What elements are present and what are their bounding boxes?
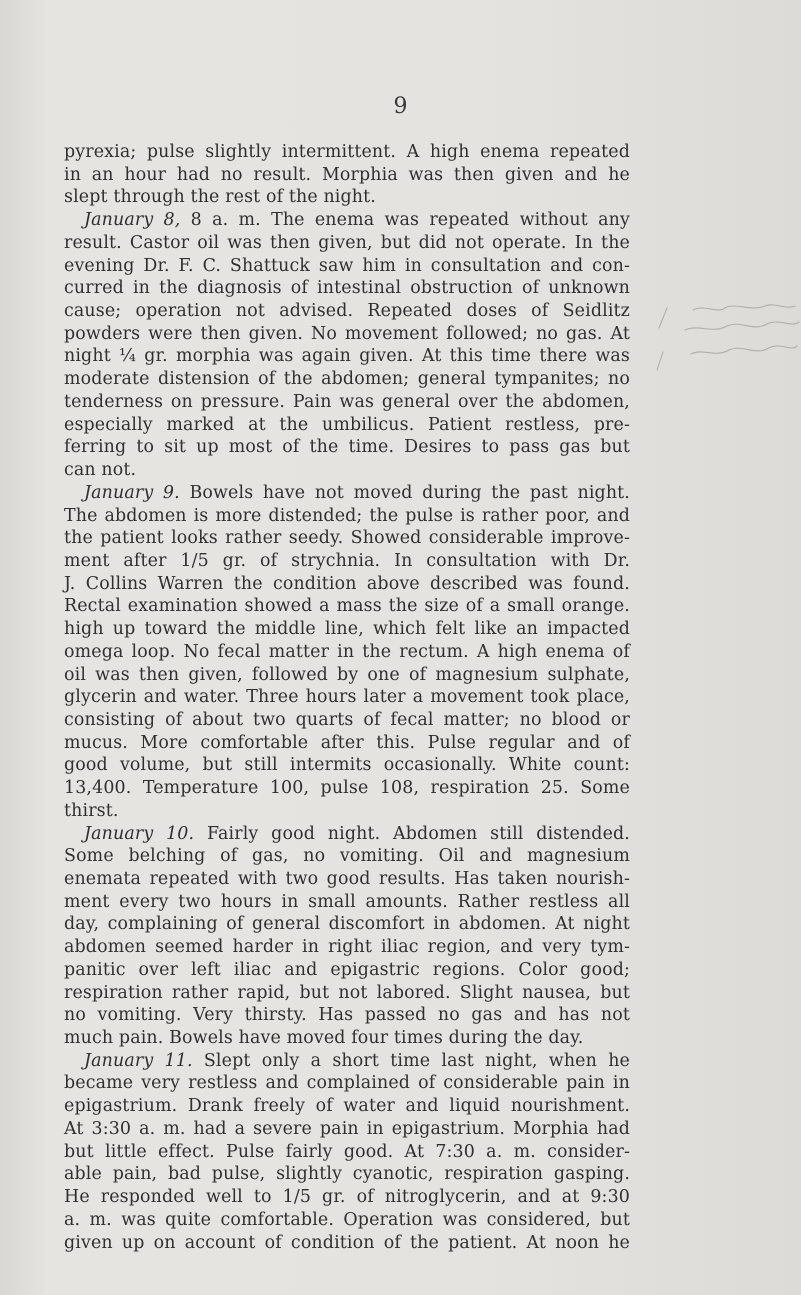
text-line: [64, 391, 630, 414]
line-text: ment every two hours in small amounts. Rather restless all: [64, 891, 630, 912]
line-text: in an hour had no result. Morphia was then given and he: [64, 164, 630, 185]
bleed-through-marks: [655, 300, 801, 380]
text-line: [64, 595, 630, 618]
text-line: [64, 1186, 630, 1209]
text-line: [64, 209, 630, 232]
text-line: [64, 868, 630, 891]
text-line: [64, 1095, 630, 1118]
line-text: but little effect. Pulse fairly good. At 7:30 a. m. consider-: [64, 1141, 630, 1162]
line-text: able pain, bad pulse, slightly cyanotic, respiration gasping.: [64, 1164, 630, 1185]
text-line: [64, 164, 630, 187]
text-line: [64, 1163, 630, 1186]
line-text: curred in the diagnosis of intestinal obstruction of unknown: [64, 278, 630, 299]
text-line: [64, 436, 630, 459]
text-line: [64, 664, 630, 687]
line-text: tenderness on pressure. Pain was general over the abdomen,: [64, 391, 630, 412]
text-line: [64, 618, 630, 641]
entry-date: January 8,: [84, 210, 181, 231]
text-line: [64, 186, 630, 209]
text-line: [64, 754, 630, 777]
text-line: [64, 482, 630, 505]
text-line: [64, 505, 630, 528]
line-text: became very restless and complained of considerable pain in: [64, 1073, 630, 1094]
text-line: [64, 709, 630, 732]
text-line: [64, 255, 630, 278]
line-text: omega loop. No fecal matter in the rectum. A high enema of: [64, 641, 630, 662]
line-text: much pain. Bowels have moved four times during the day.: [64, 1028, 584, 1049]
line-text: ment after 1/5 gr. of strychnia. In consultation with Dr.: [64, 550, 630, 571]
line-text: consisting of about two quarts of fecal matter; no blood or: [64, 709, 630, 730]
text-line: [64, 550, 630, 573]
line-text: Slept only a short time last night, when he: [192, 1050, 630, 1071]
line-text: especially marked at the umbilicus. Patient restless, pre-: [64, 414, 630, 435]
line-text: epigastrium. Drank freely of water and liquid nourishment.: [64, 1096, 630, 1117]
line-text: oil was then given, followed by one of magnesium sulphate,: [64, 664, 630, 685]
line-text: He responded well to 1/5 gr. of nitroglycerin, and at 9:30: [64, 1187, 630, 1208]
text-line: [64, 1072, 630, 1095]
line-text: ferring to sit up most of the time. Desires to pass gas but: [64, 437, 630, 458]
line-text: enemata repeated with two good results. Has taken nourish-: [64, 869, 630, 889]
line-text: Fairly good night. Abdomen still distended.: [194, 823, 630, 844]
text-line: [64, 800, 630, 823]
line-text: high up toward the middle line, which felt like an impacted: [64, 619, 630, 640]
text-line: [64, 823, 630, 846]
line-text: given up on account of condition of the patient. At noon he: [64, 1232, 630, 1253]
text-line: [64, 1004, 630, 1027]
line-text: respiration rather rapid, but not labored. Slight nausea, but: [64, 982, 630, 1003]
line-text: result. Castor oil was then given, but did not operate. In the: [64, 232, 630, 253]
line-text: The abdomen is more distended; the pulse is rather poor, and: [64, 505, 630, 526]
text-line: [64, 1141, 630, 1164]
text-line: [64, 414, 630, 437]
text-line: [64, 141, 630, 164]
page-number: 9: [393, 94, 408, 119]
line-text: no vomiting. Very thirsty. Has passed no gas and has not: [64, 1005, 630, 1026]
text-line: [64, 982, 630, 1005]
line-text: evening Dr. F. C. Shattuck saw him in consultation and con-: [64, 255, 630, 276]
line-text: powders were then given. No movement followed; no gas. At: [64, 323, 630, 344]
text-line: [64, 641, 630, 664]
line-text: J. Collins Warren the condition above described was found.: [64, 573, 630, 594]
text-line: [64, 959, 630, 982]
line-text: moderate distension of the abdomen; general tympanites; no: [64, 369, 630, 390]
line-text: Rectal examination showed a mass the size of a small orange.: [64, 596, 630, 617]
text-line: [64, 913, 630, 936]
line-text: Some belching of gas, no vomiting. Oil and magnesium: [64, 846, 630, 867]
line-text: the patient looks rather seedy. Showed considerable improve-: [64, 528, 630, 549]
line-text: pyrexia; pulse slightly intermittent. A high enema repeated: [64, 142, 630, 162]
text-line: [64, 232, 630, 255]
text-line: [64, 1209, 630, 1232]
entry-date: January 10.: [84, 823, 195, 844]
line-text: 13,400. Temperature 100, pulse 108, respiration 25. Some: [64, 778, 630, 799]
line-text: At 3:30 a. m. had a severe pain in epigastrium. Morphia had: [64, 1118, 630, 1139]
text-line: [64, 573, 630, 596]
line-text: night ¼ gr. morphia was again given. At this time there was: [64, 346, 630, 367]
body-text: [64, 141, 630, 1254]
line-text: a. m. was quite comfortable. Operation was considered, but: [64, 1209, 630, 1230]
text-line: [64, 777, 630, 800]
text-line: [64, 345, 630, 368]
text-line: [64, 300, 630, 323]
text-line: [64, 732, 630, 755]
line-text: day, complaining of general discomfort in abdomen. At night: [64, 914, 630, 935]
line-text: glycerin and water. Three hours later a movement took place,: [64, 687, 630, 708]
line-text: thirst.: [64, 800, 119, 821]
text-line: [64, 891, 630, 914]
text-line: [64, 1050, 630, 1073]
line-text: slept through the rest of the night.: [64, 187, 376, 208]
text-line: [64, 277, 630, 300]
entry-date: January 9.: [84, 482, 180, 503]
text-line: [64, 527, 630, 550]
line-text: good volume, but still intermits occasionally. White count:: [64, 755, 630, 776]
line-text: mucus. More comfortable after this. Pulse regular and of: [64, 732, 630, 753]
text-line: [64, 936, 630, 959]
text-line: [64, 845, 630, 868]
text-line: [64, 1118, 630, 1141]
text-line: [64, 368, 630, 391]
line-text: can not.: [64, 460, 137, 481]
line-text: Bowels have not moved during the past night.: [179, 482, 630, 503]
line-text: abdomen seemed harder in right iliac region, and very tym-: [64, 937, 630, 958]
entry-date: January 11.: [84, 1050, 193, 1071]
line-text: 8 a. m. The enema was repeated without any: [180, 210, 630, 231]
line-text: cause; operation not advised. Repeated doses of Seidlitz: [64, 301, 630, 322]
text-line: [64, 686, 630, 709]
text-line: [64, 323, 630, 346]
line-text: panitic over left iliac and epigastric regions. Color good;: [64, 959, 630, 980]
text-line: [64, 459, 630, 482]
text-line: [64, 1027, 630, 1050]
text-line: [64, 1232, 630, 1255]
